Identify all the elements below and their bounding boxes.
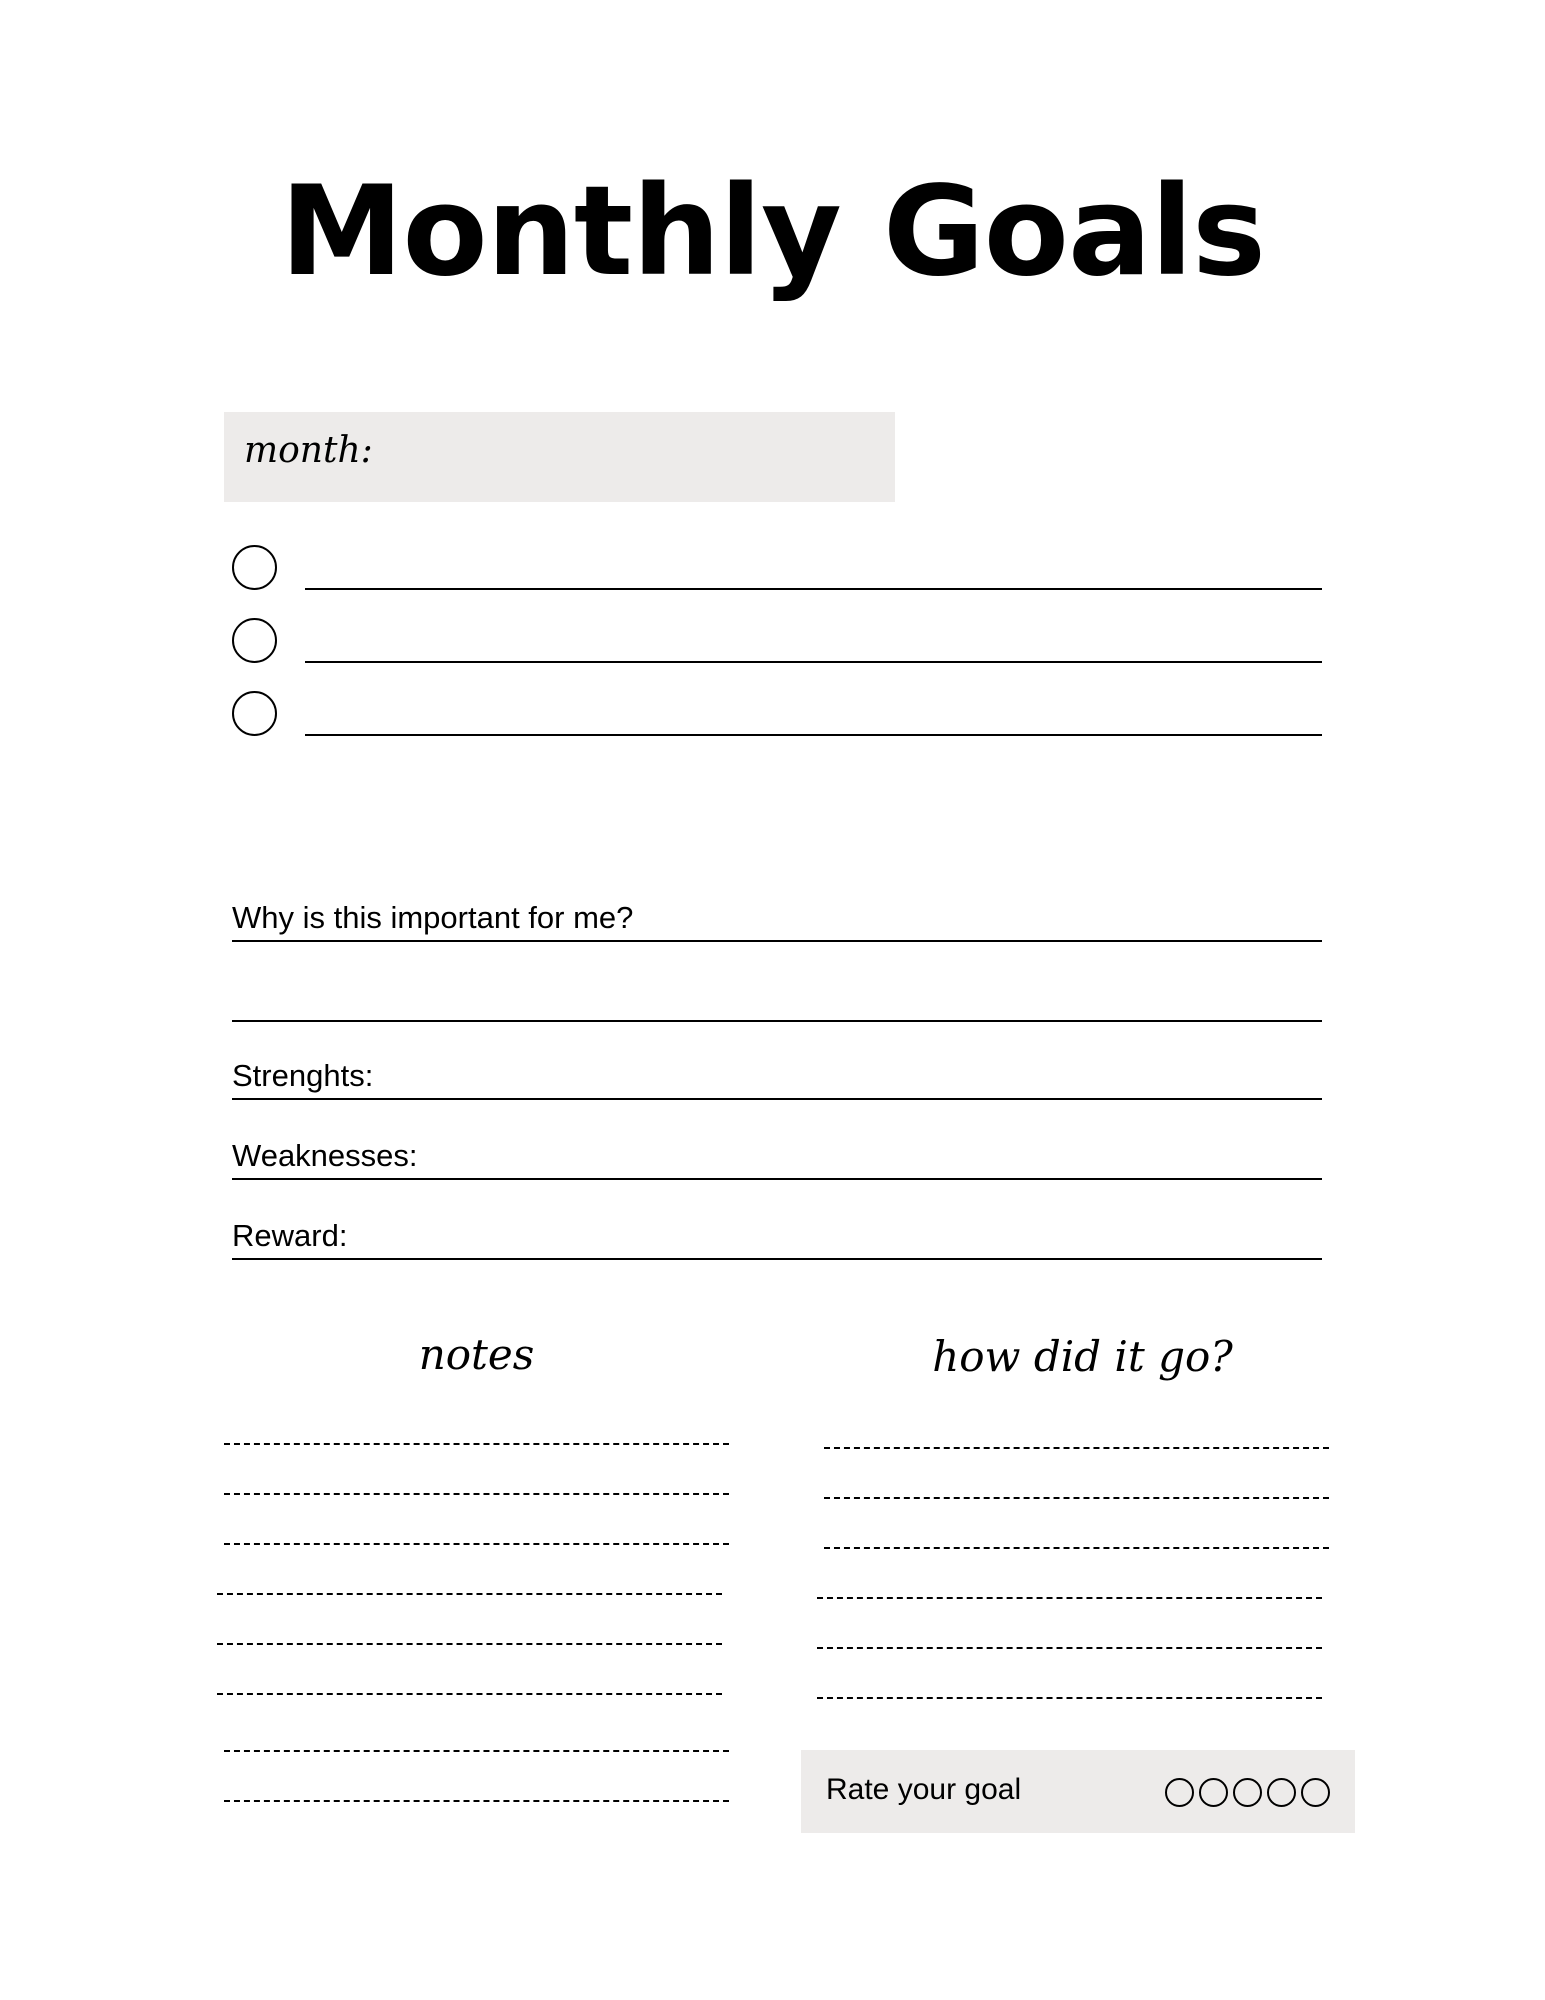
- reward-label: Reward:: [232, 1218, 348, 1253]
- answer-line: [232, 1020, 1322, 1022]
- notes-line[interactable]: [217, 1593, 722, 1595]
- review-heading: how did it go?: [932, 1332, 1233, 1381]
- month-field[interactable]: [224, 412, 895, 502]
- review-line[interactable]: [817, 1647, 1322, 1649]
- review-line[interactable]: [824, 1447, 1329, 1449]
- notes-line[interactable]: [224, 1750, 729, 1752]
- rating-circle[interactable]: [1233, 1778, 1262, 1807]
- answer-line: [232, 940, 1322, 942]
- rating-circles: [1165, 1778, 1330, 1807]
- strengths-label: Strenghts:: [232, 1058, 374, 1093]
- goal-line: [305, 588, 1322, 590]
- why-important-field[interactable]: [232, 880, 1322, 942]
- answer-line: [232, 1178, 1322, 1180]
- review-line[interactable]: [817, 1697, 1322, 1699]
- notes-line[interactable]: [224, 1443, 729, 1445]
- rating-circle[interactable]: [1199, 1778, 1228, 1807]
- answer-line: [232, 1098, 1322, 1100]
- weaknesses-label: Weaknesses:: [232, 1138, 418, 1173]
- notes-line[interactable]: [217, 1643, 722, 1645]
- notes-line[interactable]: [217, 1693, 722, 1695]
- goal-checkbox[interactable]: [232, 691, 277, 736]
- notes-line[interactable]: [224, 1543, 729, 1545]
- reward-field[interactable]: [232, 1198, 1322, 1260]
- rating-circle[interactable]: [1267, 1778, 1296, 1807]
- page-title: Monthly Goals: [280, 160, 1265, 304]
- goal-checkbox[interactable]: [232, 545, 277, 590]
- goal-item[interactable]: [232, 545, 1322, 595]
- rating-circle[interactable]: [1165, 1778, 1194, 1807]
- month-label: month:: [244, 430, 373, 471]
- goal-item[interactable]: [232, 691, 1322, 741]
- review-line[interactable]: [817, 1597, 1322, 1599]
- review-line[interactable]: [824, 1497, 1329, 1499]
- rate-goal-panel: [801, 1750, 1355, 1833]
- why-important-label: Why is this important for me?: [232, 900, 634, 935]
- goal-item[interactable]: [232, 618, 1322, 668]
- strengths-field[interactable]: [232, 1038, 1322, 1100]
- review-line[interactable]: [824, 1547, 1329, 1549]
- notes-line[interactable]: [224, 1493, 729, 1495]
- goal-line: [305, 734, 1322, 736]
- notes-line[interactable]: [224, 1800, 729, 1802]
- notes-heading: notes: [418, 1330, 535, 1379]
- weaknesses-field[interactable]: [232, 1118, 1322, 1180]
- rating-circle[interactable]: [1301, 1778, 1330, 1807]
- rate-goal-label: Rate your goal: [826, 1773, 1022, 1806]
- why-important-extra-line[interactable]: [232, 960, 1322, 1022]
- answer-line: [232, 1258, 1322, 1260]
- goal-line: [305, 661, 1322, 663]
- goal-checkbox[interactable]: [232, 618, 277, 663]
